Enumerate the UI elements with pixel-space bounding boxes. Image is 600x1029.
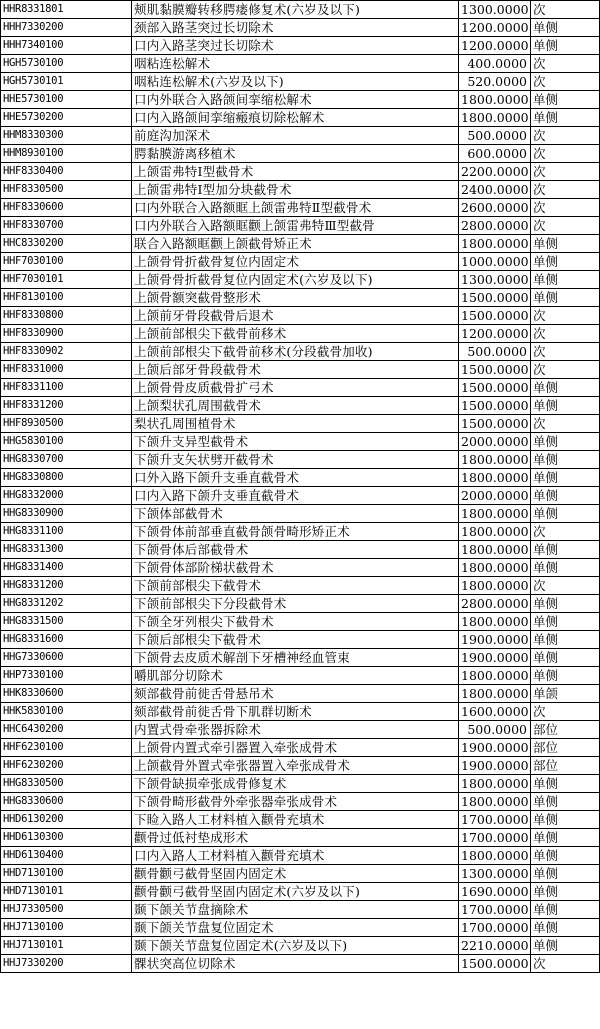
price-cell: 1800.0000 — [459, 793, 531, 811]
unit-cell: 单侧 — [531, 559, 600, 577]
unit-cell: 单侧 — [531, 811, 600, 829]
price-cell: 1500.0000 — [459, 289, 531, 307]
price-cell: 1500.0000 — [459, 397, 531, 415]
table-row — [1, 379, 600, 397]
item-name-cell: 下颌升支矢状劈开截骨术 — [132, 451, 459, 469]
table-row — [1, 541, 600, 559]
item-code-cell: HHF8330400 — [1, 163, 132, 181]
price-cell: 1800.0000 — [459, 559, 531, 577]
unit-cell: 单侧 — [531, 667, 600, 685]
unit-cell: 单侧 — [531, 829, 600, 847]
unit-cell: 单侧 — [531, 253, 600, 271]
price-cell: 500.0000 — [459, 343, 531, 361]
item-name-cell: 下颌体部截骨术 — [132, 505, 459, 523]
unit-cell: 单侧 — [531, 775, 600, 793]
price-cell: 1500.0000 — [459, 361, 531, 379]
table-row — [1, 235, 600, 253]
unit-cell: 单侧 — [531, 847, 600, 865]
unit-cell: 次 — [531, 703, 600, 721]
price-cell: 1690.0000 — [459, 883, 531, 901]
item-name-cell: 上颌骨骨皮质截骨扩弓术 — [132, 379, 459, 397]
item-code-cell: HHG8330600 — [1, 793, 132, 811]
table-row — [1, 253, 600, 271]
item-name-cell: 口外入路下颌升支垂直截骨术 — [132, 469, 459, 487]
table-row — [1, 613, 600, 631]
table-row — [1, 847, 600, 865]
table-row — [1, 361, 600, 379]
item-code-cell: HHF8330600 — [1, 199, 132, 217]
item-name-cell: 下颌升支异型截骨术 — [132, 433, 459, 451]
table-row — [1, 163, 600, 181]
unit-cell: 次 — [531, 361, 600, 379]
item-name-cell: 内置式骨牵张器拆除术 — [132, 721, 459, 739]
table-row — [1, 649, 600, 667]
item-code-cell: HHG7330600 — [1, 649, 132, 667]
unit-cell: 单侧 — [531, 901, 600, 919]
unit-cell: 部位 — [531, 721, 600, 739]
table-row — [1, 451, 600, 469]
price-cell: 1900.0000 — [459, 631, 531, 649]
price-cell: 2000.0000 — [459, 433, 531, 451]
item-code-cell: HHC8330200 — [1, 235, 132, 253]
item-name-cell: 腭黏膜游离移植术 — [132, 145, 459, 163]
unit-cell: 次 — [531, 127, 600, 145]
price-cell: 1800.0000 — [459, 469, 531, 487]
table-row — [1, 325, 600, 343]
table-row — [1, 685, 600, 703]
unit-cell: 单颌 — [531, 685, 600, 703]
table-row — [1, 199, 600, 217]
unit-cell: 部位 — [531, 757, 600, 775]
item-name-cell: 口内入路人工材料植入颧骨充填术 — [132, 847, 459, 865]
item-name-cell: 下颌全牙列根尖下截骨术 — [132, 613, 459, 631]
unit-cell: 单侧 — [531, 505, 600, 523]
unit-cell: 次 — [531, 181, 600, 199]
price-cell: 1800.0000 — [459, 775, 531, 793]
table-row — [1, 289, 600, 307]
item-code-cell: HHF7030101 — [1, 271, 132, 289]
item-name-cell: 上颌骨骨折截骨复位内固定术(六岁及以下) — [132, 271, 459, 289]
item-code-cell: HHG8331400 — [1, 559, 132, 577]
item-name-cell: 颞下颌关节盘复位固定术 — [132, 919, 459, 937]
price-table-body — [1, 1, 600, 973]
item-code-cell: HHE5730200 — [1, 109, 132, 127]
table-row — [1, 487, 600, 505]
item-name-cell: 口内入路颌间挛缩瘢痕切除松解术 — [132, 109, 459, 127]
unit-cell: 次 — [531, 217, 600, 235]
unit-cell: 次 — [531, 199, 600, 217]
table-row — [1, 505, 600, 523]
unit-cell: 单侧 — [531, 595, 600, 613]
item-code-cell: HHK8330600 — [1, 685, 132, 703]
unit-cell: 单侧 — [531, 379, 600, 397]
item-name-cell: 上颌骨内置式牵引器置入牵张成骨术 — [132, 739, 459, 757]
unit-cell: 次 — [531, 1, 600, 19]
unit-cell: 单侧 — [531, 109, 600, 127]
price-cell: 1200.0000 — [459, 325, 531, 343]
table-row — [1, 271, 600, 289]
price-cell: 1300.0000 — [459, 1, 531, 19]
table-row — [1, 829, 600, 847]
price-cell: 1900.0000 — [459, 757, 531, 775]
item-name-cell: 口内外联合入路额眶上颌雷弗特Ⅱ型截骨术 — [132, 199, 459, 217]
price-cell: 1500.0000 — [459, 379, 531, 397]
item-code-cell: HHF8130100 — [1, 289, 132, 307]
price-cell: 600.0000 — [459, 145, 531, 163]
item-name-cell: 颞下颌关节盘摘除术 — [132, 901, 459, 919]
price-cell: 1800.0000 — [459, 109, 531, 127]
table-row — [1, 55, 600, 73]
item-name-cell: 嚼肌部分切除术 — [132, 667, 459, 685]
item-name-cell: 下颌骨去皮质术解剖下牙槽神经血管束 — [132, 649, 459, 667]
unit-cell: 单侧 — [531, 37, 600, 55]
table-row — [1, 415, 600, 433]
price-cell: 1200.0000 — [459, 19, 531, 37]
item-code-cell: HHD6130300 — [1, 829, 132, 847]
table-row — [1, 631, 600, 649]
price-cell: 1800.0000 — [459, 667, 531, 685]
item-code-cell: HHD7130101 — [1, 883, 132, 901]
table-row — [1, 901, 600, 919]
item-name-cell: 下颌骨体前部垂直截骨颌骨畸形矫正术 — [132, 523, 459, 541]
unit-cell: 单侧 — [531, 883, 600, 901]
item-code-cell: HHF6230100 — [1, 739, 132, 757]
table-row — [1, 757, 600, 775]
item-name-cell: 颧骨颧弓截骨坚固内固定术 — [132, 865, 459, 883]
table-row — [1, 883, 600, 901]
unit-cell: 单侧 — [531, 865, 600, 883]
price-cell: 1200.0000 — [459, 37, 531, 55]
unit-cell: 次 — [531, 73, 600, 91]
price-cell: 1800.0000 — [459, 613, 531, 631]
item-code-cell: HHG5830100 — [1, 433, 132, 451]
unit-cell: 次 — [531, 955, 600, 973]
item-code-cell: HHG8331300 — [1, 541, 132, 559]
table-row — [1, 181, 600, 199]
item-code-cell: HHC6430200 — [1, 721, 132, 739]
price-cell: 1700.0000 — [459, 919, 531, 937]
table-row — [1, 739, 600, 757]
unit-cell: 次 — [531, 55, 600, 73]
item-code-cell: HHF6230200 — [1, 757, 132, 775]
item-code-cell: HHG8330800 — [1, 469, 132, 487]
item-code-cell: HHJ7130101 — [1, 937, 132, 955]
price-cell: 2210.0000 — [459, 937, 531, 955]
table-row — [1, 703, 600, 721]
table-row — [1, 667, 600, 685]
item-name-cell: 下颌骨体部阶梯状截骨术 — [132, 559, 459, 577]
unit-cell: 次 — [531, 145, 600, 163]
item-code-cell: HHG8330900 — [1, 505, 132, 523]
table-row — [1, 937, 600, 955]
item-code-cell: HGH5730101 — [1, 73, 132, 91]
unit-cell: 单侧 — [531, 271, 600, 289]
table-row — [1, 955, 600, 973]
price-cell: 520.0000 — [459, 73, 531, 91]
item-name-cell: 颈部入路茎突过长切除术 — [132, 19, 459, 37]
item-code-cell: HHH7330200 — [1, 19, 132, 37]
price-cell: 1800.0000 — [459, 505, 531, 523]
price-cell: 1000.0000 — [459, 253, 531, 271]
item-code-cell: HHF8331100 — [1, 379, 132, 397]
price-cell: 1800.0000 — [459, 451, 531, 469]
price-cell: 1600.0000 — [459, 703, 531, 721]
price-cell: 1800.0000 — [459, 847, 531, 865]
unit-cell: 次 — [531, 325, 600, 343]
item-name-cell: 上颌前部根尖下截骨前移术(分段截骨加收) — [132, 343, 459, 361]
price-cell: 500.0000 — [459, 127, 531, 145]
item-code-cell: HHF7030100 — [1, 253, 132, 271]
table-row — [1, 127, 600, 145]
unit-cell: 单侧 — [531, 487, 600, 505]
item-name-cell: 颏部截骨前徙舌骨悬吊术 — [132, 685, 459, 703]
item-name-cell: 上颌骨额突截骨整形术 — [132, 289, 459, 307]
price-cell: 1700.0000 — [459, 901, 531, 919]
item-code-cell: HHJ7130100 — [1, 919, 132, 937]
table-row — [1, 397, 600, 415]
unit-cell: 单侧 — [531, 451, 600, 469]
item-name-cell: 咽粘连松解术 — [132, 55, 459, 73]
unit-cell: 单侧 — [531, 289, 600, 307]
unit-cell: 单侧 — [531, 919, 600, 937]
item-code-cell: HHD6130400 — [1, 847, 132, 865]
table-row — [1, 73, 600, 91]
item-code-cell: HHM8330300 — [1, 127, 132, 145]
item-code-cell: HHE5730100 — [1, 91, 132, 109]
unit-cell: 次 — [531, 163, 600, 181]
table-row — [1, 865, 600, 883]
item-name-cell: 口内外联合入路额眶颧上颌雷弗特Ⅲ型截骨 — [132, 217, 459, 235]
item-code-cell: HHJ7330500 — [1, 901, 132, 919]
item-code-cell: HHG8331100 — [1, 523, 132, 541]
item-name-cell: 下颌骨缺损牵张成骨修复术 — [132, 775, 459, 793]
item-code-cell: HHG8330700 — [1, 451, 132, 469]
table-row — [1, 217, 600, 235]
table-row — [1, 19, 600, 37]
unit-cell: 单侧 — [531, 433, 600, 451]
table-row — [1, 433, 600, 451]
item-code-cell: HHF8330902 — [1, 343, 132, 361]
table-row — [1, 919, 600, 937]
table-row — [1, 91, 600, 109]
item-name-cell: 下颌骨体后部截骨术 — [132, 541, 459, 559]
item-name-cell: 颞下颌关节盘复位固定术(六岁及以下) — [132, 937, 459, 955]
price-cell: 1800.0000 — [459, 541, 531, 559]
table-row — [1, 721, 600, 739]
unit-cell: 单侧 — [531, 613, 600, 631]
item-name-cell: 下颌前部根尖下截骨术 — [132, 577, 459, 595]
item-code-cell: HGH5730100 — [1, 55, 132, 73]
table-row — [1, 559, 600, 577]
price-cell: 1800.0000 — [459, 523, 531, 541]
item-code-cell: HHD6130200 — [1, 811, 132, 829]
price-cell: 2200.0000 — [459, 163, 531, 181]
table-row — [1, 343, 600, 361]
table-row — [1, 469, 600, 487]
item-name-cell: 上颌雷弗特Ⅰ型截骨术 — [132, 163, 459, 181]
item-name-cell: 下颌前部根尖下分段截骨术 — [132, 595, 459, 613]
item-name-cell: 上颌截骨外置式牵张器置入牵张成骨术 — [132, 757, 459, 775]
unit-cell: 单侧 — [531, 397, 600, 415]
item-code-cell: HHP7330100 — [1, 667, 132, 685]
table-row — [1, 307, 600, 325]
item-name-cell: 下颌骨畸形截骨外牵张器牵张成骨术 — [132, 793, 459, 811]
price-cell: 1800.0000 — [459, 577, 531, 595]
item-code-cell: HHG8332000 — [1, 487, 132, 505]
price-cell: 400.0000 — [459, 55, 531, 73]
unit-cell: 单侧 — [531, 541, 600, 559]
item-code-cell: HHM8930100 — [1, 145, 132, 163]
item-name-cell: 颧骨过低衬垫成形术 — [132, 829, 459, 847]
table-row — [1, 1, 600, 19]
item-name-cell: 梨状孔周围植骨术 — [132, 415, 459, 433]
table-row — [1, 109, 600, 127]
item-name-cell: 口内外联合入路颌间挛缩松解术 — [132, 91, 459, 109]
unit-cell: 次 — [531, 523, 600, 541]
unit-cell: 单侧 — [531, 235, 600, 253]
price-cell: 1300.0000 — [459, 271, 531, 289]
unit-cell: 单侧 — [531, 793, 600, 811]
price-cell: 2000.0000 — [459, 487, 531, 505]
item-name-cell: 口内入路茎突过长切除术 — [132, 37, 459, 55]
price-cell: 2400.0000 — [459, 181, 531, 199]
table-row — [1, 145, 600, 163]
item-code-cell: HHG8330500 — [1, 775, 132, 793]
item-name-cell: 下睑入路人工材料植入颧骨充填术 — [132, 811, 459, 829]
price-cell: 1700.0000 — [459, 811, 531, 829]
price-cell: 1500.0000 — [459, 415, 531, 433]
item-code-cell: HHG8331202 — [1, 595, 132, 613]
item-code-cell: HHR8331801 — [1, 1, 132, 19]
table-row — [1, 577, 600, 595]
unit-cell: 次 — [531, 343, 600, 361]
price-cell: 1900.0000 — [459, 649, 531, 667]
unit-cell: 单侧 — [531, 649, 600, 667]
item-name-cell: 上颌梨状孔周围截骨术 — [132, 397, 459, 415]
item-name-cell: 上颌前部根尖下截骨前移术 — [132, 325, 459, 343]
unit-cell: 次 — [531, 577, 600, 595]
table-row — [1, 523, 600, 541]
price-cell: 1300.0000 — [459, 865, 531, 883]
item-code-cell: HHJ7330200 — [1, 955, 132, 973]
price-cell: 1800.0000 — [459, 235, 531, 253]
item-name-cell: 颏部截骨前徙舌骨下肌群切断术 — [132, 703, 459, 721]
unit-cell: 单侧 — [531, 937, 600, 955]
item-name-cell: 前庭沟加深术 — [132, 127, 459, 145]
item-name-cell: 咽粘连松解术(六岁及以下) — [132, 73, 459, 91]
item-name-cell: 颧骨颧弓截骨坚固内固定术(六岁及以下) — [132, 883, 459, 901]
unit-cell: 次 — [531, 415, 600, 433]
item-code-cell: HHF8330700 — [1, 217, 132, 235]
table-row — [1, 775, 600, 793]
price-cell: 2600.0000 — [459, 199, 531, 217]
table-row — [1, 37, 600, 55]
item-code-cell: HHF8330500 — [1, 181, 132, 199]
item-name-cell: 口内入路下颌升支垂直截骨术 — [132, 487, 459, 505]
table-row — [1, 595, 600, 613]
item-code-cell: HHD7130100 — [1, 865, 132, 883]
table-row — [1, 793, 600, 811]
price-cell: 1700.0000 — [459, 829, 531, 847]
item-name-cell: 上颌骨骨折截骨复位内固定术 — [132, 253, 459, 271]
item-code-cell: HHF8331000 — [1, 361, 132, 379]
price-cell: 1500.0000 — [459, 307, 531, 325]
item-name-cell: 联合入路额眶颧上颌截骨矫正术 — [132, 235, 459, 253]
item-name-cell: 上颌前牙骨段截骨后退术 — [132, 307, 459, 325]
item-code-cell: HHG8331600 — [1, 631, 132, 649]
item-code-cell: HHG8331500 — [1, 613, 132, 631]
item-code-cell: HHF8330900 — [1, 325, 132, 343]
item-code-cell: HHK5830100 — [1, 703, 132, 721]
item-name-cell: 下颌后部根尖下截骨术 — [132, 631, 459, 649]
item-name-cell: 颊肌黏膜瓣转移腭瘘修复术(六岁及以下) — [132, 1, 459, 19]
price-cell: 500.0000 — [459, 721, 531, 739]
item-code-cell: HHF8330800 — [1, 307, 132, 325]
item-name-cell: 髁状突高位切除术 — [132, 955, 459, 973]
price-cell: 1900.0000 — [459, 739, 531, 757]
unit-cell: 单侧 — [531, 631, 600, 649]
item-code-cell: HHF8930500 — [1, 415, 132, 433]
unit-cell: 次 — [531, 307, 600, 325]
price-cell: 2800.0000 — [459, 595, 531, 613]
price-cell: 1800.0000 — [459, 685, 531, 703]
price-cell: 1800.0000 — [459, 91, 531, 109]
unit-cell: 单侧 — [531, 91, 600, 109]
unit-cell: 部位 — [531, 739, 600, 757]
item-code-cell: HHF8331200 — [1, 397, 132, 415]
unit-cell: 单侧 — [531, 469, 600, 487]
item-code-cell: HHG8331200 — [1, 577, 132, 595]
table-row — [1, 811, 600, 829]
item-name-cell: 上颌雷弗特Ⅰ型加分块截骨术 — [132, 181, 459, 199]
price-cell: 1500.0000 — [459, 955, 531, 973]
item-code-cell: HHH7340100 — [1, 37, 132, 55]
unit-cell: 单侧 — [531, 19, 600, 37]
price-cell: 2800.0000 — [459, 217, 531, 235]
item-name-cell: 上颌后部牙骨段截骨术 — [132, 361, 459, 379]
